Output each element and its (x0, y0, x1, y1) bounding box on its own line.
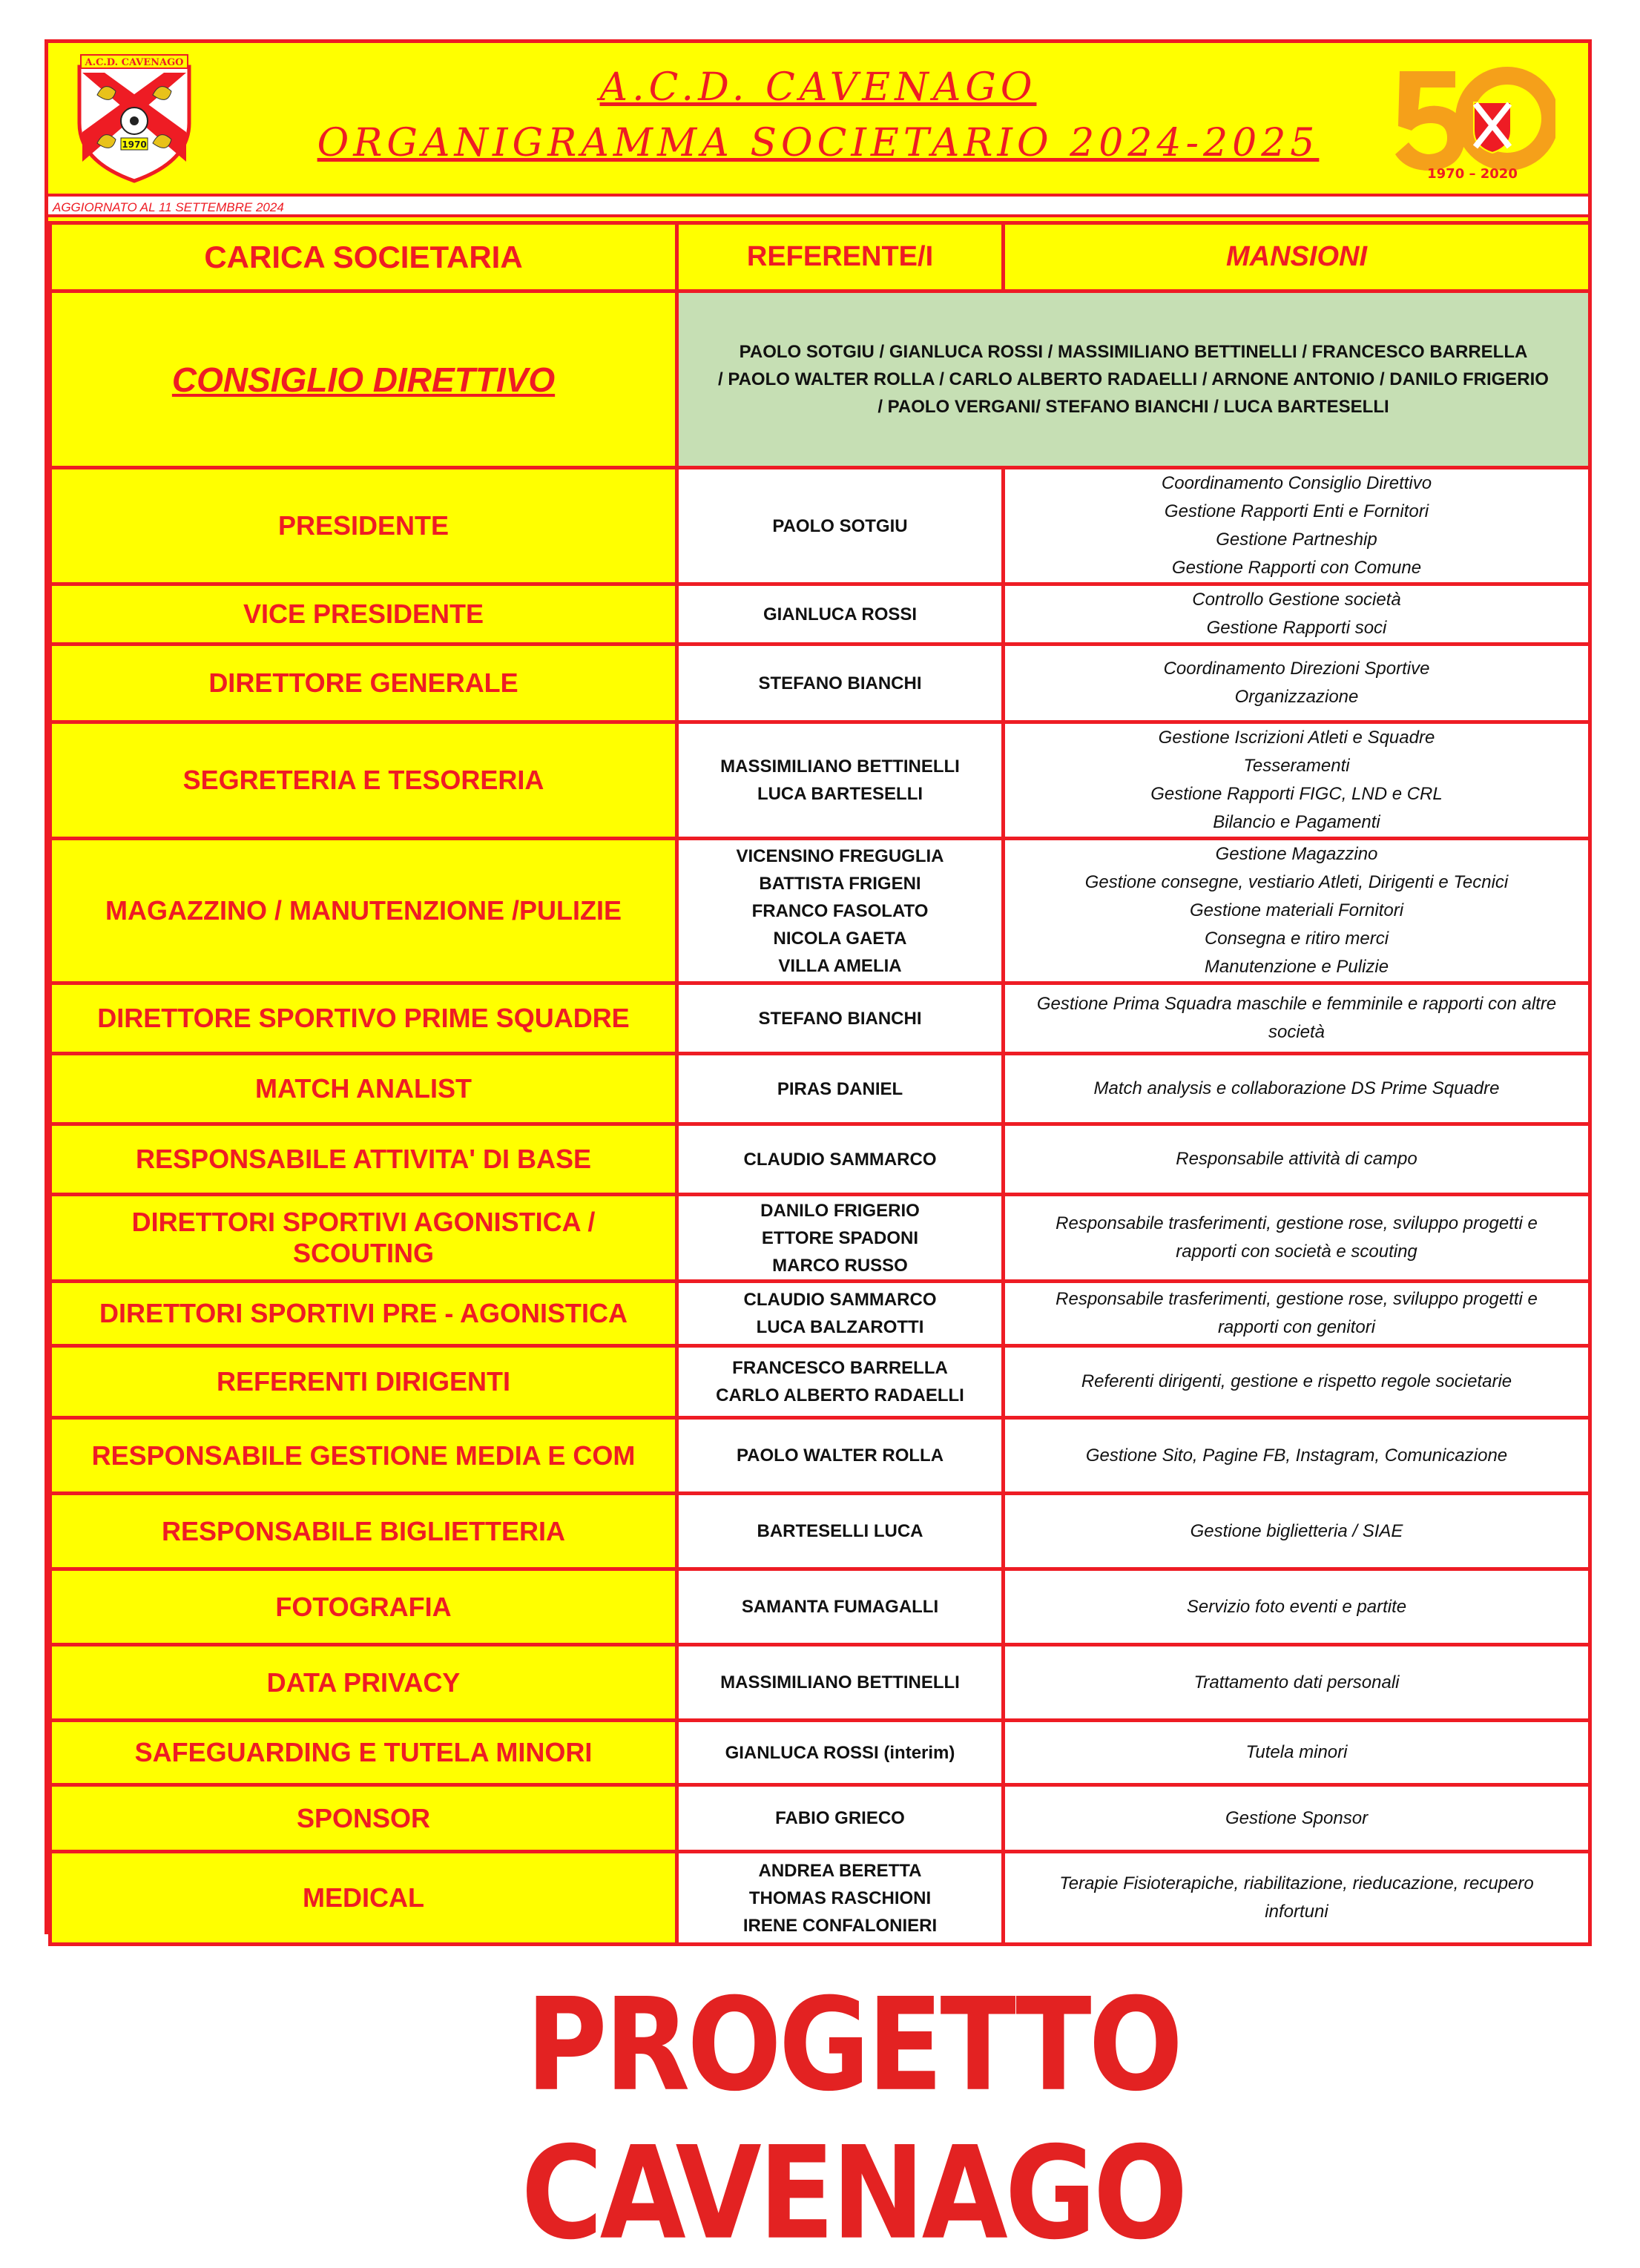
duty-item: Controllo Gestione società (1192, 590, 1401, 610)
organigram-table (48, 221, 1592, 1946)
duties-cell (1004, 1721, 1590, 1785)
referent-name: FABIO GRIECO (775, 1808, 905, 1828)
duties-cell (1004, 1569, 1590, 1645)
duty-item: Gestione Rapporti soci (1206, 618, 1387, 638)
referent-name: CARLO ALBERTO RADAELLI (716, 1385, 964, 1405)
referent-cell (677, 1195, 1004, 1282)
role-cell: CONSIGLIO DIRETTIVO (50, 291, 677, 468)
logo-left-name: A.C.D. CAVENAGO (85, 57, 184, 68)
referent-name: PAOLO WALTER ROLLA (736, 1445, 944, 1466)
referent-name: NICOLA GAETA (773, 928, 907, 949)
duty-item: Gestione Rapporti FIGC, LND e CRL (1150, 784, 1443, 804)
table-header-row (50, 223, 1590, 291)
header-mansioni: MANSIONI (1004, 223, 1590, 291)
duty-item: Consegna e ritiro merci (1204, 929, 1389, 949)
table-row (50, 584, 1590, 645)
referent-name: STEFANO BIANCHI (758, 1008, 922, 1029)
role-cell: VICE PRESIDENTE (50, 584, 677, 645)
duties-cell (1004, 839, 1590, 983)
duty-item: Gestione Rapporti Enti e Fornitori (1164, 501, 1429, 521)
logo-right-years: 1970 – 2020 (1427, 166, 1518, 182)
referent-name: VILLA AMELIA (778, 955, 902, 976)
role-cell: MATCH ANALIST (50, 1054, 677, 1124)
duties-cell (1004, 1054, 1590, 1124)
referent-cell (677, 1569, 1004, 1645)
duty-item: rapporti con genitori (1217, 1317, 1376, 1337)
referent-name: / PAOLO VERGANI/ STEFANO BIANCHI / LUCA BARTESELLI (877, 397, 1389, 417)
update-bar (48, 194, 1588, 217)
header-carica: CARICA SOCIETARIA (50, 223, 677, 291)
role-cell: RESPONSABILE BIGLIETTERIA (50, 1494, 677, 1569)
referent-name: BATTISTA FRIGENI (759, 873, 921, 894)
table-row (50, 722, 1590, 839)
duty-item: Bilancio e Pagamenti (1213, 812, 1380, 832)
organigram-sheet (45, 39, 1592, 1934)
duties-cell (1004, 645, 1590, 722)
referent-cell (677, 1418, 1004, 1494)
duty-item: società (1268, 1022, 1325, 1042)
title-organigram: ORGANIGRAMMA SOCIETARIO 2024-2025 (317, 121, 1320, 165)
referent-cell (677, 1124, 1004, 1195)
duty-item: Responsabile trasferimenti, gestione rose, sviluppo progetti e (1056, 1289, 1538, 1309)
table-row (50, 1418, 1590, 1494)
referent-cell (677, 839, 1004, 983)
anniversary-50-logo (1385, 58, 1555, 184)
referent-name: ETTORE SPADONI (761, 1227, 919, 1248)
referent-cell (677, 1054, 1004, 1124)
referent-cell (677, 291, 1590, 468)
table-row (50, 291, 1590, 468)
referent-name: PAOLO SOTGIU / GIANLUCA ROSSI / MASSIMILIANO BETTINELLI / FRANCESCO BARRELLA (739, 342, 1528, 362)
duty-item: Coordinamento Consiglio Direttivo (1161, 473, 1432, 493)
duties-cell (1004, 1346, 1590, 1418)
progetto-cavenago-logo: PROGETTO CAVENAGO (521, 1971, 1185, 2268)
referent-name: VICENSINO FREGUGLIA (736, 845, 944, 866)
role-cell: MEDICAL (50, 1852, 677, 1945)
duty-item: rapporti con società e scouting (1176, 1242, 1417, 1262)
referent-name: MASSIMILIANO BETTINELLI (720, 756, 960, 777)
table-row (50, 1569, 1590, 1645)
duty-item: infortuni (1265, 1902, 1328, 1922)
duty-item: Gestione Sponsor (1225, 1807, 1369, 1828)
duties-cell (1004, 1785, 1590, 1852)
duties-cell (1004, 983, 1590, 1054)
referent-cell (677, 983, 1004, 1054)
role-cell: DIRETTORE SPORTIVO PRIME SQUADRE (50, 983, 677, 1054)
referent-cell (677, 468, 1004, 584)
duty-item: Gestione biglietteria / SIAE (1190, 1520, 1403, 1541)
referent-cell (677, 1721, 1004, 1785)
duty-item: Responsabile attività di campo (1176, 1149, 1417, 1169)
duty-item: Gestione Iscrizioni Atleti e Squadre (1158, 728, 1435, 748)
referent-cell (677, 1494, 1004, 1569)
table-row (50, 1645, 1590, 1721)
referent-cell (677, 1852, 1004, 1945)
table-row (50, 1282, 1590, 1346)
table-row (50, 1124, 1590, 1195)
duties-cell (1004, 468, 1590, 584)
referent-name: DANILO FRIGERIO (760, 1200, 920, 1221)
referent-name: CLAUDIO SAMMARCO (743, 1149, 937, 1170)
duty-item: Gestione Partneship (1216, 530, 1377, 550)
header-referenti: REFERENTE/I (677, 223, 1004, 291)
duty-item: Manutenzione e Pulizie (1204, 957, 1389, 977)
table-row (50, 839, 1590, 983)
role-cell: RESPONSABILE ATTIVITA' DI BASE (50, 1124, 677, 1195)
table-row (50, 645, 1590, 722)
duty-item: Gestione Sito, Pagine FB, Instagram, Comunicazione (1085, 1445, 1508, 1466)
duty-item: Gestione Magazzino (1215, 844, 1378, 864)
referent-name: SAMANTA FUMAGALLI (741, 1597, 939, 1617)
role-cell: FOTOGRAFIA (50, 1569, 677, 1645)
duty-item: Match analysis e collaborazione DS Prime Squadre (1093, 1078, 1500, 1098)
role-cell: PRESIDENTE (50, 468, 677, 584)
referent-name: CLAUDIO SAMMARCO (743, 1290, 937, 1310)
duty-item: Tesseramenti (1243, 756, 1350, 776)
duty-item: Tutela minori (1245, 1742, 1348, 1762)
role-cell: SPONSOR (50, 1785, 677, 1852)
referent-name: IRENE CONFALONIERI (742, 1915, 938, 1936)
referent-name: FRANCESCO BARRELLA (732, 1358, 948, 1378)
duties-cell (1004, 1195, 1590, 1282)
duty-item: Terapie Fisioterapiche, riabilitazione, rieducazione, recupero (1059, 1873, 1534, 1893)
duties-cell (1004, 1645, 1590, 1721)
duty-item: Gestione Rapporti con Comune (1171, 558, 1422, 578)
duty-item: Gestione materiali Fornitori (1189, 900, 1404, 920)
referent-cell (677, 645, 1004, 722)
referent-cell (677, 1282, 1004, 1346)
table-row (50, 1721, 1590, 1785)
referent-name: ANDREA BERETTA (758, 1860, 922, 1881)
role-cell: SAFEGUARDING E TUTELA MINORI (50, 1721, 677, 1785)
duties-cell (1004, 1124, 1590, 1195)
referent-cell (677, 1785, 1004, 1852)
referent-name: PAOLO SOTGIU (772, 515, 908, 536)
duty-item: Responsabile trasferimenti, gestione rose, sviluppo progetti e (1056, 1213, 1538, 1233)
duty-item: Gestione Prima Squadra maschile e femminile e rapporti con altre (1036, 994, 1557, 1014)
table-row (50, 1785, 1590, 1852)
referent-name: / PAOLO WALTER ROLLA / CARLO ALBERTO RADAELLI / ARNONE ANTONIO / DANILO FRIGERIO (718, 369, 1549, 389)
role-cell: DATA PRIVACY (50, 1645, 677, 1721)
referent-cell (677, 1645, 1004, 1721)
duties-cell (1004, 1494, 1590, 1569)
duties-cell (1004, 1282, 1590, 1346)
role-cell: SEGRETERIA E TESORERIA (50, 722, 677, 839)
table-row (50, 983, 1590, 1054)
role-cell: REFERENTI DIRIGENTI (50, 1346, 677, 1418)
referent-name: GIANLUCA ROSSI (763, 604, 918, 624)
duty-item: Coordinamento Direzioni Sportive (1163, 659, 1430, 679)
referent-name: MASSIMILIANO BETTINELLI (720, 1672, 960, 1692)
table-row (50, 1054, 1590, 1124)
duty-item: Servizio foto eventi e partite (1186, 1596, 1407, 1617)
duties-cell (1004, 722, 1590, 839)
referent-name: GIANLUCA ROSSI (interim) (725, 1742, 955, 1763)
duties-cell (1004, 1418, 1590, 1494)
role-cell: RESPONSABILE GESTIONE MEDIA E COM (50, 1418, 677, 1494)
update-note: AGGIORNATO AL 11 SETTEMBRE 2024 (53, 200, 284, 214)
role-cell: DIRETTORE GENERALE (50, 645, 677, 722)
referent-name: MARCO RUSSO (772, 1255, 908, 1276)
referent-cell (677, 722, 1004, 839)
duty-item: Referenti dirigenti, gestione e rispetto regole societarie (1081, 1371, 1512, 1391)
duties-cell (1004, 1852, 1590, 1945)
table-body (50, 291, 1590, 1945)
referent-cell (677, 1346, 1004, 1418)
role-cell: DIRETTORI SPORTIVI PRE - AGONISTICA (50, 1282, 677, 1346)
duty-item: Gestione consegne, vestiario Atleti, Dirigenti e Tecnici (1084, 872, 1509, 892)
referent-name: BARTESELLI LUCA (757, 1521, 923, 1541)
table-row (50, 1346, 1590, 1418)
table-row (50, 468, 1590, 584)
table-row (50, 1195, 1590, 1282)
referent-name: PIRAS DANIEL (777, 1078, 903, 1099)
duties-cell (1004, 584, 1590, 645)
referent-cell (677, 584, 1004, 645)
duty-item: Organizzazione (1234, 687, 1359, 707)
header (48, 43, 1588, 194)
title-club-name: A.C.D. CAVENAGO (599, 65, 1037, 110)
role-cell: DIRETTORI SPORTIVI AGONISTICA / SCOUTING (50, 1195, 677, 1282)
table-row (50, 1852, 1590, 1945)
referent-name: LUCA BARTESELLI (757, 784, 923, 804)
referent-name: STEFANO BIANCHI (758, 673, 922, 693)
role-cell: MAGAZZINO / MANUTENZIONE /PULIZIE (50, 839, 677, 983)
table-row (50, 1494, 1590, 1569)
referent-name: THOMAS RASCHIONI (748, 1888, 932, 1908)
referent-name: LUCA BALZAROTTI (756, 1317, 924, 1337)
referent-name: FRANCO FASOLATO (751, 900, 929, 921)
duty-item: Trattamento dati personali (1193, 1672, 1400, 1692)
logo-left-year: 1970 (122, 139, 147, 150)
